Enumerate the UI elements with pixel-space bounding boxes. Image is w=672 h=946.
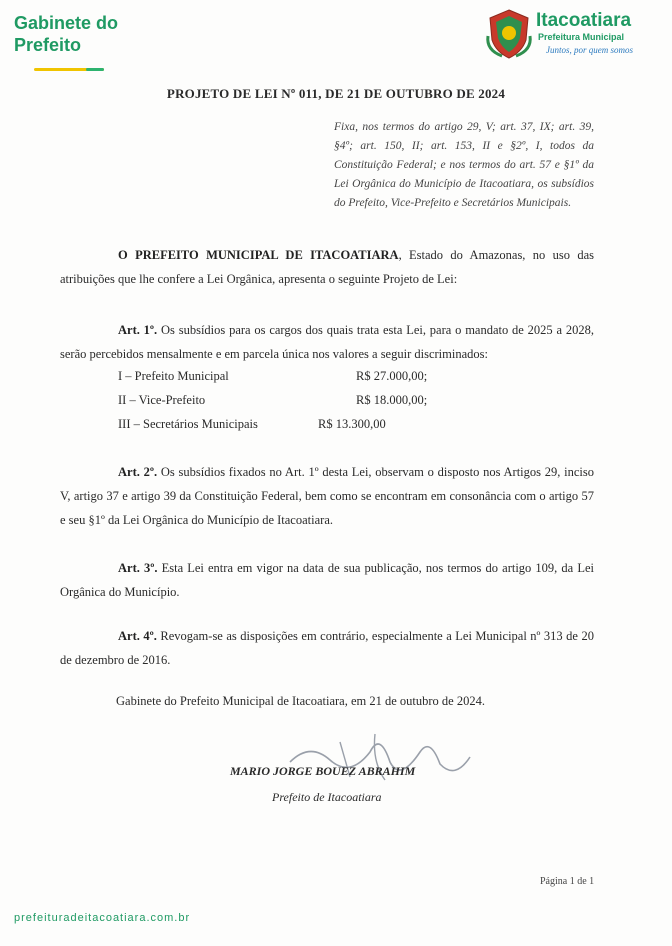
salary-value-1: R$ 27.000,00; <box>356 369 428 383</box>
ementa: Fixa, nos termos do artigo 29, V; art. 37, IX; art. 39, §4º; art. 150, II; art. 153, II e §2º, I, todos da Constituição Federal; e nos termos do art. 57 e §1º da Lei Orgânica do Município de Itacoatiara, os subsídios do Prefeito, Vice-Prefeito e Secretários Municipais. <box>334 121 594 209</box>
article-1-text: Os subsídios para os cargos dos quais trata esta Lei, para o mandato de 2025 a 2028, serão percebidos mensalmente e em parcela única nos valores a seguir discriminados: <box>60 323 594 361</box>
article-1 <box>60 318 594 366</box>
website-link[interactable]: prefeituradeitacoatiara.com.br <box>14 912 191 924</box>
page-number: Página 1 de 1 <box>540 876 595 887</box>
header-divider-accent <box>86 68 104 71</box>
preamble-text: , Estado do Amazonas, no uso das atribuições que lhe confere a Lei Orgânica, apresenta o seguinte Projeto de Lei: <box>60 248 594 286</box>
signer-name: MARIO JORGE BOUEZ ABRAHIM <box>230 764 416 778</box>
document-title: PROJETO DE LEI Nº 011, DE 21 DE OUTUBRO DE 2024 <box>166 86 506 101</box>
salary-label-1: I – Prefeito Municipal <box>118 369 229 383</box>
logo-name: Itacoatiara <box>536 10 632 31</box>
office-name: Gabinete do Prefeito <box>14 13 119 55</box>
signature-image <box>280 722 480 792</box>
coat-of-arms-icon <box>484 6 534 60</box>
article-4-text: Revogam-se as disposições em contrário, especialmente a Lei Municipal nº 313 de 20 de dezembro de 2016. <box>60 629 594 667</box>
article-2-text: Os subsídios fixados no Art. 1º desta Lei, observam o disposto nos Artigos 29, inciso V, artigo 37 e artigo 39 da Constituição Federal, bem como se encontram em consonância com o artigo 57 e seu §1º da Lei Orgânica do Município de Itacoatiara. <box>60 465 594 527</box>
article-4-label: Art. 4º. <box>118 629 157 643</box>
salary-value-2: R$ 18.000,00; <box>356 393 428 407</box>
preamble-bold: O PREFEITO MUNICIPAL DE ITACOATIARA <box>118 248 399 262</box>
article-3 <box>60 556 594 604</box>
salary-label-3: III – Secretários Municipais <box>118 417 258 431</box>
article-3-text: Esta Lei entra em vigor na data de sua publicação, nos termos do artigo 109, da Lei Orgânica do Município. <box>60 561 594 599</box>
article-3-label: Art. 3º. <box>118 561 158 575</box>
article-2 <box>60 460 594 532</box>
signer-role: Prefeito de Itacoatiara <box>272 790 382 804</box>
preamble <box>60 243 594 291</box>
logo-subtitle: Prefeitura Municipal <box>538 32 625 42</box>
salary-label-2: II – Vice-Prefeito <box>118 393 206 407</box>
logo-tagline: Juntos, por quem somos <box>546 45 633 55</box>
salary-value-3: R$ 13.300,00 <box>318 417 386 431</box>
article-4 <box>60 624 594 672</box>
closing-line: Gabinete do Prefeito Municipal de Itacoatiara, em 21 de outubro de 2024. <box>116 694 485 708</box>
article-2-label: Art. 2º. <box>118 465 158 479</box>
article-1-label: Art. 1º. <box>118 323 158 337</box>
